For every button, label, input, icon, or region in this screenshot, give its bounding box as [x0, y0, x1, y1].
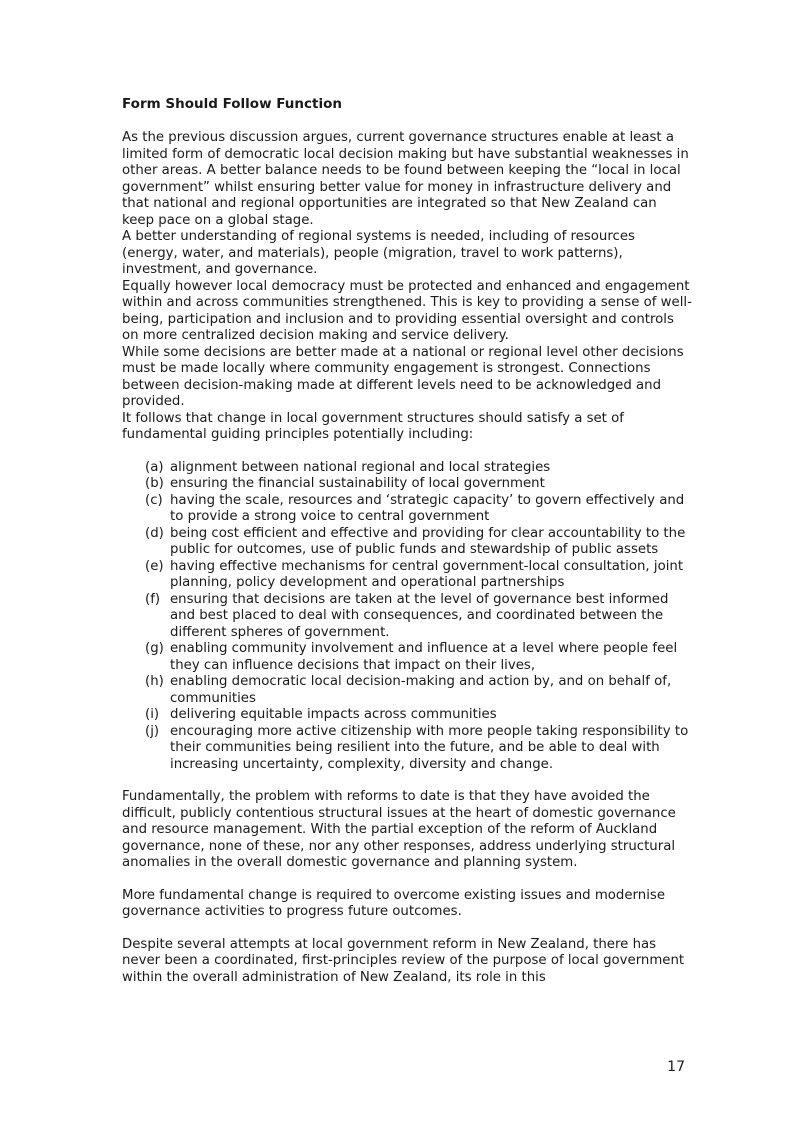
intro-paragraph: Equally however local democracy must be protected and enhanced and engagement within and across communities strengthened. This is key to providing a sense of well-being, participation and inclusion and to providing essential oversight and controls on more centralized decision making and service delivery.	[122, 278, 692, 343]
principles-list	[122, 460, 692, 774]
list-marker: (j)	[145, 723, 160, 739]
list-item	[122, 674, 692, 707]
list-item	[122, 526, 692, 559]
intro-paragraph: While some decisions are better made at a national or regional level other decisions must be made locally where community engagement is strongest. Connections between decision-making made at different levels need to be acknowledged and provided.	[122, 344, 684, 409]
closing-paragraph: Fundamentally, the problem with reforms to date is that they have avoided the difficult, publicly contentious structural issues at the heart of domestic governance and resource management. With the partial exception of the reform of Auckland governance, none of these, nor any other responses, address underlying structural anomalies in the overall domestic governance and planning system.	[122, 789, 676, 870]
list-item	[122, 559, 692, 592]
list-item	[122, 592, 692, 642]
list-marker: (f)	[145, 591, 161, 607]
list-item-text: alignment between national regional and local strategies	[170, 459, 551, 475]
page-number: 17	[667, 1059, 685, 1075]
list-item-text: having the scale, resources and ‘strategic capacity’ to govern effectively and to provide a strong voice to central government	[170, 492, 685, 524]
closing-paragraph: More fundamental change is required to overcome existing issues and modernise governance activities to progress future outcomes.	[122, 887, 666, 919]
spacer	[122, 773, 692, 789]
list-marker: (d)	[145, 525, 164, 541]
list-marker: (a)	[145, 459, 164, 475]
list-item	[122, 476, 692, 493]
document-body	[122, 96, 692, 986]
list-item-text: being cost efficient and effective and providing for clear accountability to the public for outcomes, use of public funds and stewardship of public assets	[170, 525, 686, 557]
intro-paragraph: It follows that change in local government structures should satisfy a set of fundamental guiding principles potentially including:	[122, 410, 624, 442]
list-item	[122, 707, 692, 724]
list-item-text: enabling democratic local decision-making and action by, and on behalf of, communities	[170, 674, 672, 706]
list-marker: (c)	[145, 492, 163, 508]
list-item-text: ensuring the financial sustainability of local government	[170, 476, 545, 491]
list-item	[122, 460, 692, 477]
closing-paragraph: Despite several attempts at local government reform in New Zealand, there has never been a coordinated, first-principles review of the purpose of local government within the overall administration of New Zealand, its role in this	[122, 936, 685, 985]
spacer	[122, 921, 692, 937]
intro-paragraph: As the previous discussion argues, current governance structures enable at least a limited form of democratic local decision making but have substantial weaknesses in other areas. A better balance needs to be found between keeping the “local in local government” whilst ensuring better value for money in infrastructure delivery and that national and regional opportunities are integrated so that New Zealand can keep pace on a global stage.	[122, 130, 689, 228]
list-item-text: enabling community involvement and influence at a level where people feel they can influence decisions that impact on their lives,	[170, 641, 678, 673]
list-item	[122, 641, 692, 674]
list-item-text: ensuring that decisions are taken at the level of governance best informed and best placed to deal with consequences, and coordinated between the different spheres of government.	[170, 591, 669, 640]
list-item-text: encouraging more active citizenship with more people taking responsibility to their communities being resilient into the future, and be able to deal with increasing uncertainty, complexity, diversity and change.	[170, 723, 689, 772]
list-item-text: having effective mechanisms for central government-local consultation, joint planning, policy development and operational partnerships	[170, 558, 684, 590]
list-marker: (g)	[145, 641, 164, 656]
spacer	[122, 872, 692, 888]
list-marker: (e)	[145, 558, 164, 574]
intro-paragraph: A better understanding of regional systems is needed, including of resources (energy, water, and materials), people (migration, travel to work patterns), investment, and governance.	[122, 229, 635, 277]
list-item	[122, 724, 692, 774]
list-marker: (b)	[145, 476, 164, 491]
list-item	[122, 493, 692, 526]
list-marker: (h)	[145, 674, 164, 689]
section-heading: Form Should Follow Function	[122, 96, 342, 112]
list-marker: (i)	[145, 707, 160, 722]
list-item-text: delivering equitable impacts across communities	[170, 707, 497, 722]
